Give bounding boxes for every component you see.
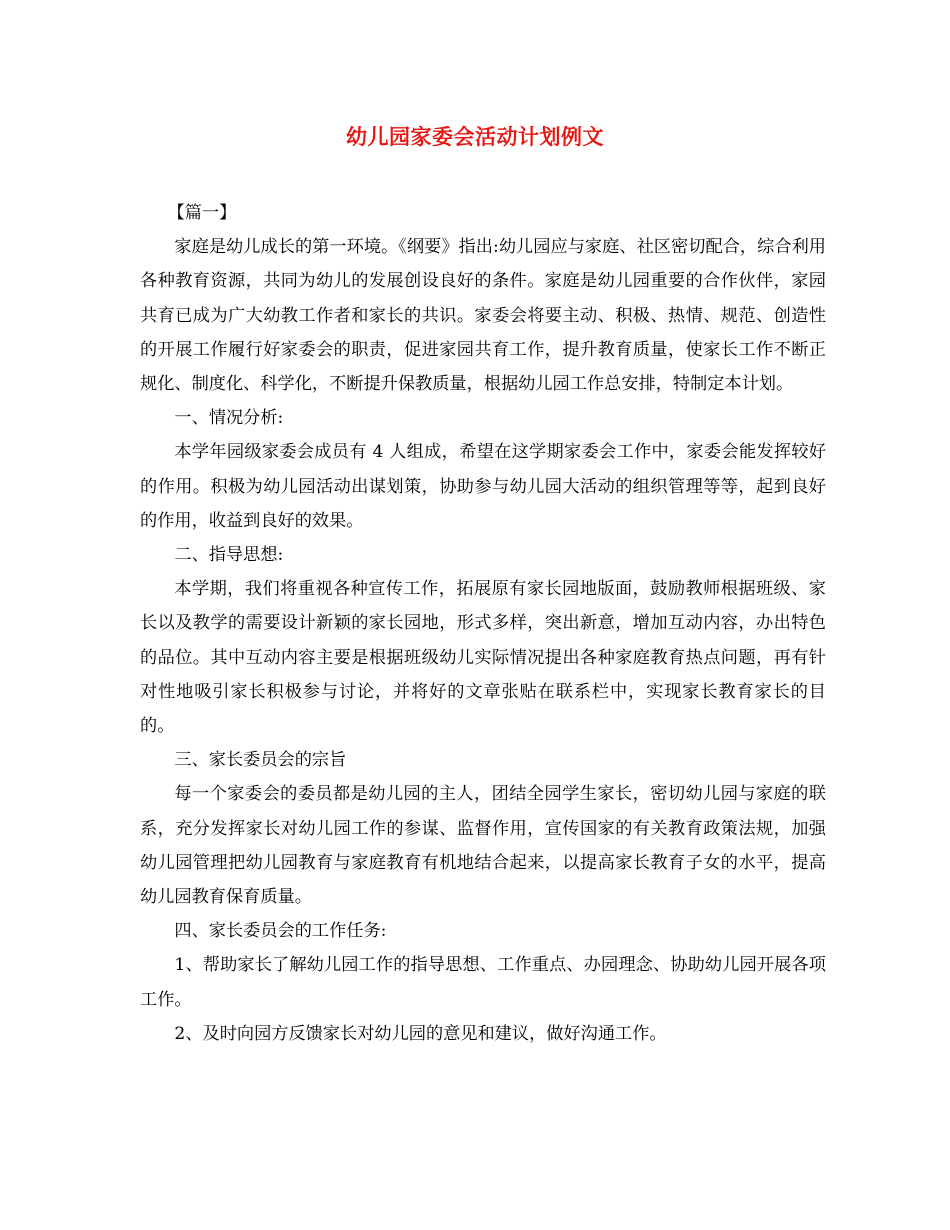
section-tag: 【篇一】 [167,203,237,223]
document-title: 幼儿园家委会活动计划例文 [346,124,604,149]
list-item-task-2: 2、及时向园方反馈家长对幼儿园的意见和建议，做好沟通工作。 [174,1023,667,1044]
heading-committee-purpose: 三、家长委员会的宗旨 [174,750,347,771]
heading-committee-tasks: 四、家长委员会的工作任务: [174,921,387,942]
paragraph-committee-purpose: 每一个家委会的委员都是幼儿园的主人，团结全园学生家长，密切幼儿园与家庭的联系，充分发挥家长对幼儿园工作的参谋、监督作用，宣传国家的有关教育政策法规，加强幼儿园管理把幼儿园教育与家庭教育有机地结合起来，以提高家长教育子女的水平，提高幼儿园教育保育质量。 [140,784,826,908]
heading-situation-analysis: 一、情况分析: [174,408,284,429]
list-item-task-1: 1、帮助家长了解幼儿园工作的指导思想、工作重点、办园理念、协助幼儿园开展各项工作。 [140,955,826,1010]
paragraph-intro: 家庭是幼儿成长的第一环境。《纲要》指出:幼儿园应与家庭、社区密切配合，综合利用各种教育资源，共同为幼儿的发展创设良好的条件。家庭是幼儿园重要的合作伙伴，家园共育已成为广大幼教工作者和家长的共识。家委会将要主动、积极、热情、规范、创造性的开展工作履行好家委会的职责，促进家园共育工作，提升教育质量，使家长工作不断正规化、制度化、科学化，不断提升保教质量，根据幼儿园工作总安排，特制定本计划。 [140,237,826,395]
document-body [140,196,826,1051]
heading-guiding-ideology: 二、指导思想: [174,545,284,566]
paragraph-situation-analysis: 本学年园级家委会成员有 4 人组成，希望在这学期家委会工作中，家委会能发挥较好的作用。积极为幼儿园活动出谋划策，协助参与幼儿园大活动的组织管理等等，起到良好的作用，收益到良好的效果。 [140,442,826,531]
paragraph-guiding-ideology: 本学期，我们将重视各种宣传工作，拓展原有家长园地版面，鼓励教师根据班级、家长以及教学的需要设计新颖的家长园地，形式多样，突出新意，增加互动内容，办出特色的品位。其中互动内容主要是根据班级幼儿实际情况提出各种家庭教育热点问题，再有针对性地吸引家长积极参与讨论，并将好的文章张贴在联系栏中，实现家长教育家长的目的。 [140,579,826,737]
